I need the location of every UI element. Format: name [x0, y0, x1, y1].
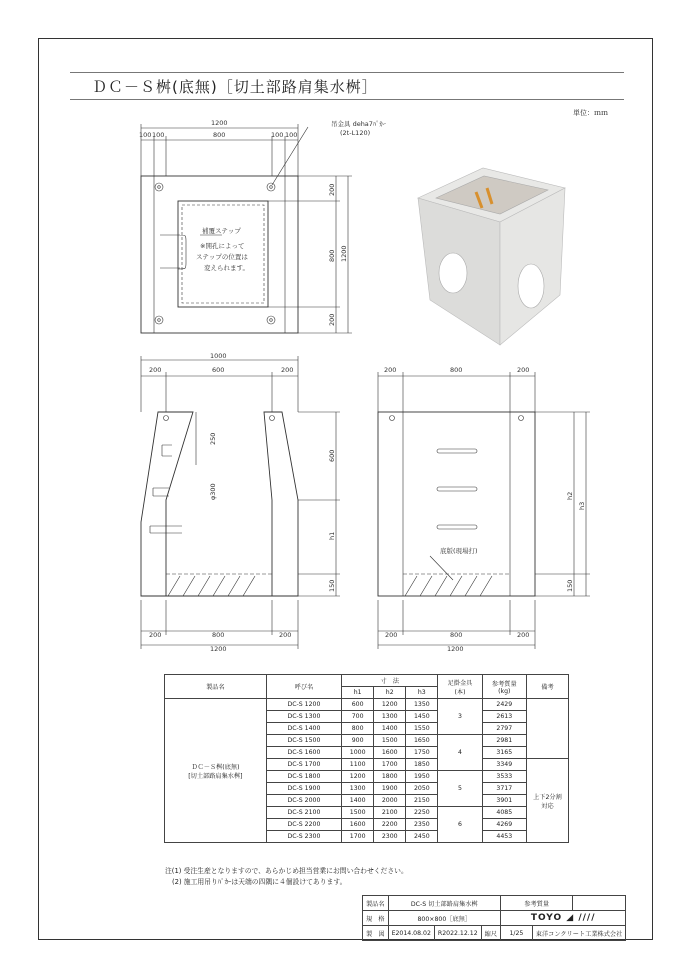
table-cell: DC-S 2000 — [266, 795, 341, 807]
table-cell: 1450 — [406, 711, 438, 723]
product-cell: ＤＣ－Ｓ桝(底無) [切土部路肩集水桝] — [165, 699, 267, 843]
table-cell: 3349 — [482, 759, 526, 771]
th-note: 備考 — [526, 675, 568, 699]
table-cell: 1200 — [342, 771, 374, 783]
table-cell: 1600 — [374, 747, 406, 759]
page-title: ＤＣ－Ｓ桝(底無)［切土部路肩集水桝］ — [92, 78, 378, 96]
table-cell: 1950 — [406, 771, 438, 783]
table-cell: 2000 — [374, 795, 406, 807]
table-cell: DC-S 2300 — [266, 831, 341, 843]
dim-top-total: 1200 — [211, 119, 228, 127]
table-cell: 1000 — [342, 747, 374, 759]
hook-label: 吊金具 deha7ﾊﾟｶｰ — [331, 120, 386, 128]
dim-right-200a: 200 — [328, 183, 336, 196]
dim-mid-1000: 1000 — [210, 352, 227, 360]
tb-date-1: E2014.08.02 — [388, 926, 434, 941]
dim-bot-1200: 1200 — [210, 645, 227, 653]
table-cell: 1400 — [374, 723, 406, 735]
dim-bot-800: 800 — [212, 631, 225, 639]
tb-product-label: 製品名 — [363, 896, 389, 911]
base-label: 底版(現場打) — [440, 547, 478, 555]
company-logo: TOYO ◢ //// — [501, 911, 626, 926]
dim-bot-200a: 200 — [149, 631, 162, 639]
note-1: 注(1) 受注生産となりますので、あらかじめ担当営業にお問い合わせください。 — [165, 867, 408, 875]
note-cell-empty — [526, 699, 568, 759]
table-cell: 2150 — [406, 795, 438, 807]
th-h3: h3 — [406, 687, 438, 699]
table-cell: 1200 — [374, 699, 406, 711]
tb-spec-value: 800×800［底無］ — [388, 911, 500, 926]
table-cell: DC-S 1400 — [266, 723, 341, 735]
dim-right-800: 800 — [328, 249, 336, 262]
dim-phi300: φ300 — [209, 483, 217, 500]
step-note-3: 変えられます。 — [204, 264, 249, 272]
side-view-right — [378, 372, 590, 649]
spec-table — [164, 674, 569, 843]
step-note-2: ステップの位置は — [196, 253, 248, 261]
dim-mid-600: 600 — [212, 366, 225, 374]
table-cell: 1400 — [342, 795, 374, 807]
dim-top-100b: 100 — [152, 131, 165, 139]
table-cell: 1650 — [406, 735, 438, 747]
table-cell: 1700 — [342, 831, 374, 843]
table-cell: 1550 — [406, 723, 438, 735]
table-cell: 1100 — [342, 759, 374, 771]
dim-bot2-200a: 200 — [385, 631, 398, 639]
table-cell: 4269 — [482, 819, 526, 831]
tb-company: 東洋コンクリート工業株式会社 — [532, 926, 626, 941]
table-cell: 1900 — [374, 783, 406, 795]
dim-right-1200: 1200 — [340, 245, 348, 262]
dim-mid2-800: 800 — [450, 366, 463, 374]
tb-scale-label: 縮尺 — [481, 926, 500, 941]
dim-600: 600 — [328, 449, 336, 462]
table-cell: 2981 — [482, 735, 526, 747]
table-cell: 1500 — [374, 735, 406, 747]
table-cell: 1300 — [374, 711, 406, 723]
table-cell: 1300 — [342, 783, 374, 795]
table-cell: 1500 — [342, 807, 374, 819]
table-cell: 1700 — [374, 759, 406, 771]
top-view — [141, 124, 352, 333]
tb-weight-label: 参考質量 — [501, 896, 573, 911]
dim-mid-200b: 200 — [281, 366, 294, 374]
unit-label: 単位：ｍｍ — [573, 109, 608, 117]
table-cell: 600 — [342, 699, 374, 711]
table-row — [165, 699, 569, 711]
step-label: 補覆ステップ — [202, 227, 241, 235]
dim-150a: 150 — [328, 579, 336, 592]
table-cell: DC-S 1800 — [266, 771, 341, 783]
table-cell: 800 — [342, 723, 374, 735]
table-cell: 900 — [342, 735, 374, 747]
dim-150b: 150 — [566, 579, 574, 592]
table-cell: 3533 — [482, 771, 526, 783]
table-cell: 2200 — [374, 819, 406, 831]
th-name: 呼び名 — [266, 675, 341, 699]
table-cell: 2797 — [482, 723, 526, 735]
table-cell: 2050 — [406, 783, 438, 795]
th-size: 寸 法 — [342, 675, 438, 687]
dim-top-800: 800 — [213, 131, 226, 139]
table-cell: 2250 — [406, 807, 438, 819]
step-note-1: ※開孔によって — [200, 242, 245, 250]
step-count-cell: 6 — [438, 807, 482, 843]
dim-250: 250 — [209, 432, 217, 445]
th-h2: h2 — [374, 687, 406, 699]
table-cell: DC-S 1900 — [266, 783, 341, 795]
table-cell: DC-S 2100 — [266, 807, 341, 819]
dim-mid2-200a: 200 — [384, 366, 397, 374]
table-cell: 700 — [342, 711, 374, 723]
isometric-view — [418, 168, 565, 345]
step-count-cell: 4 — [438, 735, 482, 771]
table-cell: 1350 — [406, 699, 438, 711]
table-cell: 2613 — [482, 711, 526, 723]
dim-top-100a: 100 — [139, 131, 152, 139]
table-cell: 2429 — [482, 699, 526, 711]
side-view-left — [141, 356, 340, 649]
table-cell: DC-S 1500 — [266, 735, 341, 747]
table-cell: DC-S 1200 — [266, 699, 341, 711]
step-count-cell: 3 — [438, 699, 482, 735]
tb-scale-value: 1/25 — [501, 926, 533, 941]
table-cell: 2100 — [374, 807, 406, 819]
dim-bot2-800: 800 — [450, 631, 463, 639]
dim-mid-200a: 200 — [149, 366, 162, 374]
th-product: 製品名 — [165, 675, 267, 699]
table-cell: 1600 — [342, 819, 374, 831]
note-cell: 上下2分割 対応 — [526, 759, 568, 843]
dim-bot2-1200: 1200 — [447, 645, 464, 653]
dim-mid2-200b: 200 — [517, 366, 530, 374]
dim-bot2-200b: 200 — [517, 631, 530, 639]
dim-h1: h1 — [328, 531, 336, 540]
dim-h3: h3 — [578, 501, 586, 510]
table-cell: 4085 — [482, 807, 526, 819]
table-cell: 3165 — [482, 747, 526, 759]
hook-sub: (2t-L120) — [340, 129, 371, 137]
tb-weight-value — [573, 896, 626, 911]
title-block — [362, 895, 626, 941]
dim-right-200b: 200 — [328, 313, 336, 326]
table-cell: 1750 — [406, 747, 438, 759]
table-cell: DC-S 1700 — [266, 759, 341, 771]
tb-spec-label: 規 格 — [363, 911, 389, 926]
table-cell: DC-S 1600 — [266, 747, 341, 759]
tb-date-2: R2022.12.12 — [434, 926, 481, 941]
dim-top-100c: 100 — [271, 131, 284, 139]
table-cell: 2450 — [406, 831, 438, 843]
table-cell: DC-S 1300 — [266, 711, 341, 723]
table-cell: DC-S 2200 — [266, 819, 341, 831]
th-h1: h1 — [342, 687, 374, 699]
tb-draw-label: 製 図 — [363, 926, 389, 941]
table-cell: 1850 — [406, 759, 438, 771]
step-count-cell: 5 — [438, 771, 482, 807]
dim-bot-200b: 200 — [279, 631, 292, 639]
table-cell: 2300 — [374, 831, 406, 843]
table-cell: 4453 — [482, 831, 526, 843]
table-cell: 1800 — [374, 771, 406, 783]
th-weight: 参考質量 (kg) — [482, 675, 526, 699]
note-2: (2) 施工用吊りﾊﾟｶｰは天端の四隅に４個設けてあります。 — [172, 878, 347, 886]
table-cell: 2350 — [406, 819, 438, 831]
table-cell: 3901 — [482, 795, 526, 807]
dim-top-100d: 100 — [285, 131, 298, 139]
dim-h2: h2 — [566, 491, 574, 500]
th-step: 足掛金具 (本) — [438, 675, 482, 699]
table-cell: 3717 — [482, 783, 526, 795]
tb-product-value: DC-S 切土部路肩集水桝 — [388, 896, 500, 911]
